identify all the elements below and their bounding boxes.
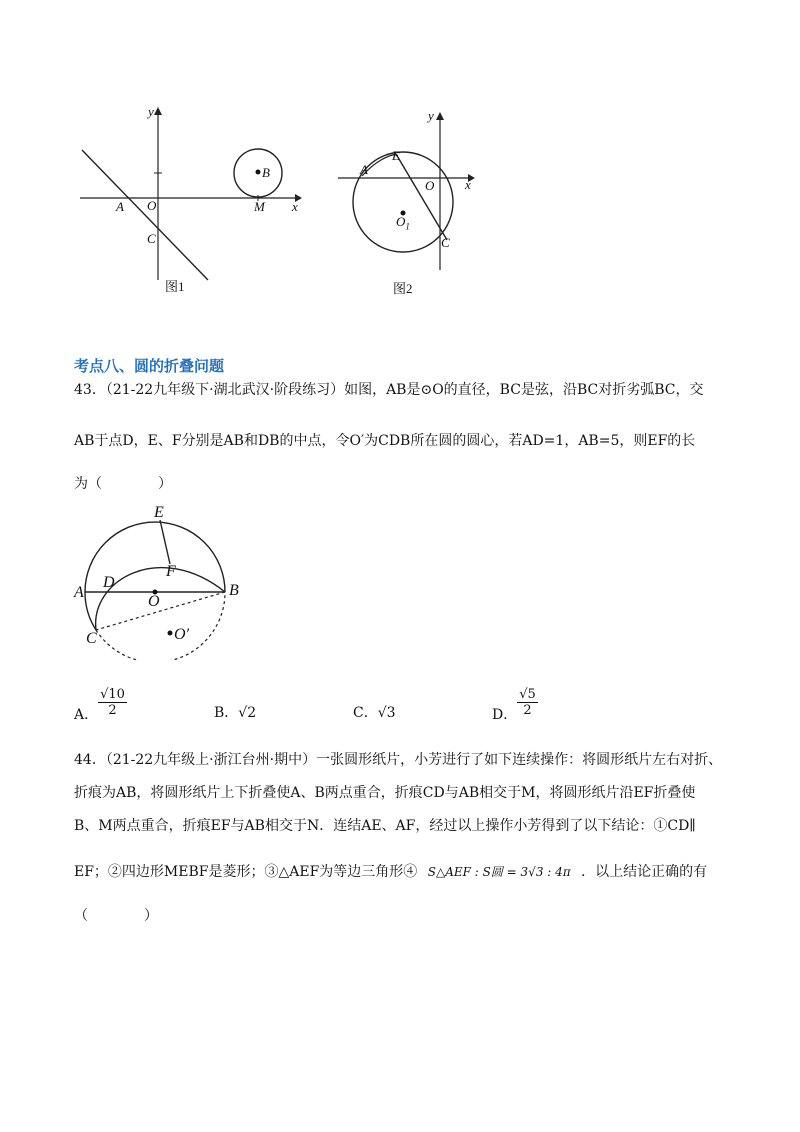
q43-label-c: C [86, 630, 97, 647]
q43-option-d[interactable] [492, 680, 538, 724]
option-c-label: C． [353, 705, 378, 721]
option-d-numerator: √5 [519, 686, 536, 702]
section-title: 考点八、圆的折叠问题 [74, 357, 225, 375]
option-a-numerator: √10 [100, 686, 125, 702]
q44-line-4-text: EF；②四边形MEBF是菱形；③△AEF为等边三角形④ [74, 864, 418, 880]
figure-2 [330, 110, 480, 290]
fig1-label-x: x [292, 199, 298, 214]
q44-area-ratio-formula: S△AEF : S圆 = 3√3 : 4π [427, 865, 571, 879]
q43-label-b: B [229, 582, 239, 599]
figure-1 [70, 105, 310, 300]
option-d-denominator: 2 [523, 702, 532, 718]
option-c-value: √3 [377, 705, 396, 721]
fig1-label-o: O [147, 198, 157, 213]
q43-label-a: A [74, 584, 84, 601]
option-d-label: D． [492, 707, 518, 723]
q44-line-4 [74, 862, 707, 882]
option-b-value: √2 [238, 705, 257, 721]
fig2-label-y: y [428, 108, 434, 123]
q44-line-5: （ ） [74, 908, 158, 924]
fig2-label-o: O [425, 178, 435, 193]
option-a-fraction [98, 687, 127, 718]
q43-label-e: E [154, 504, 164, 521]
q43-line-1: 43．（21-22九年级下·湖北武汉·阶段练习）如图，AB是⊙O的直径，BC是弦，沿BC对折劣弧BC，交 [74, 382, 704, 398]
q44-line-1: 44．（21-22九年级上·浙江台州·期中）一张圆形纸片，小芳进行了如下连续操作：将圆形纸片左右对折、 [74, 752, 723, 768]
fig2-label-c: C [441, 235, 450, 250]
q43-label-o-prime: O′ [174, 626, 190, 643]
fig1-label-y: y [148, 104, 154, 119]
fig1-label-b: B [262, 165, 270, 180]
q44-line-2: 折痕为AB，将圆形纸片上下折叠使A、B两点重合，折痕CD与AB相交于M，将圆形纸片沿EF折叠使 [74, 785, 696, 801]
fig2-caption: 图2 [393, 281, 413, 296]
q44-line-4-tail: ．以上结论正确的有 [581, 864, 708, 880]
option-a-label: A． [74, 707, 99, 723]
fig1-label-c: C [147, 231, 156, 246]
fig2-label-e: E [392, 148, 400, 163]
option-a-denominator: 2 [108, 702, 117, 718]
q43-option-c[interactable] [353, 702, 396, 722]
q44-line-3: B、M两点重合，折痕EF与AB相交于N．连结AE、AF，经过以上操作小芳得到了以下结论：①CD∥ [74, 818, 696, 834]
option-b-label: B． [214, 705, 239, 721]
q43-label-f: F [166, 563, 176, 580]
option-d-fraction [517, 687, 538, 718]
fig2-label-o1: $O_1$ [396, 214, 410, 232]
q43-label-d: D [103, 574, 115, 591]
fig2-label-a: A [360, 162, 368, 177]
fig1-label-m: M [254, 199, 265, 214]
q43-option-b[interactable] [214, 702, 256, 722]
fig1-caption: 图1 [165, 279, 185, 294]
q43-option-a[interactable] [74, 680, 127, 724]
q43-label-o: O [148, 593, 160, 610]
q43-figure [70, 500, 250, 660]
q43-line-3: 为（ ） [74, 476, 172, 492]
q43-line-2: AB于点D，E、F分别是AB和DB的中点，令O′为CDB所在圆的圆心，若AD=1，AB=5，则EF的长 [74, 433, 696, 449]
fig1-label-a: A [116, 199, 124, 214]
fig2-label-x: x [465, 177, 471, 192]
